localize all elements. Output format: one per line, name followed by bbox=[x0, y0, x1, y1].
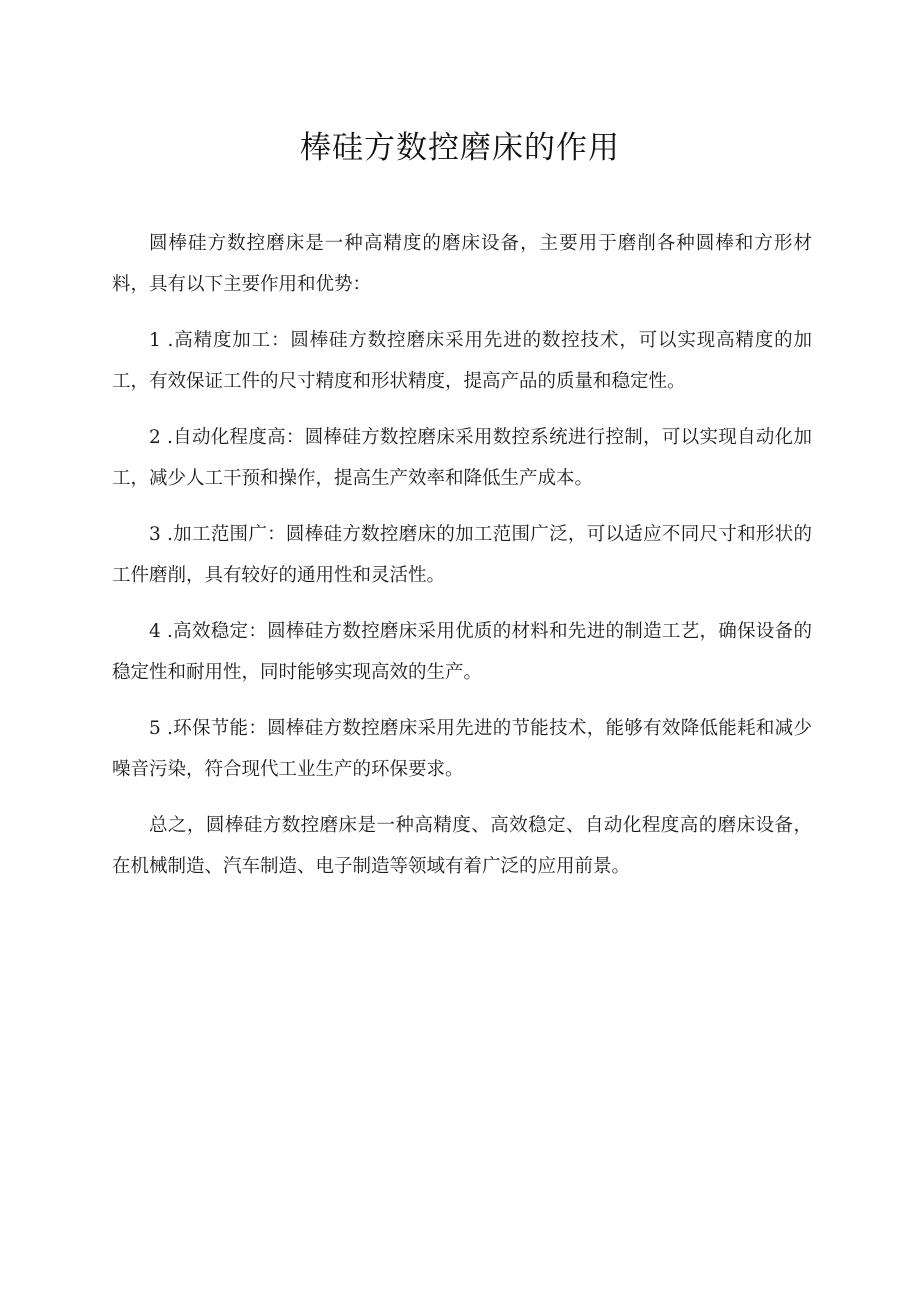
item-number: 2 . bbox=[149, 427, 173, 448]
item-number: 1 . bbox=[149, 330, 174, 351]
item-text: 自动化程度高：圆棒硅方数控磨床采用数控系统进行控制，可以实现自动化加工，减少人工干预和操作，提高生产效率和降低生产成本。 bbox=[112, 427, 812, 489]
intro-paragraph: 圆棒硅方数控磨床是一种高精度的磨床设备，主要用于磨削各种圆棒和方形材料，具有以下主要作用和优势： bbox=[112, 233, 812, 295]
item-text: 高精度加工：圆棒硅方数控磨床采用先进的数控技术，可以实现高精度的加工，有效保证工件的尺寸精度和形状精度，提高产品的质量和稳定性。 bbox=[112, 330, 812, 392]
document-title: 棒硅方数控磨床的作用 bbox=[300, 130, 620, 166]
item-number: 4 . bbox=[149, 621, 173, 642]
list-item bbox=[112, 709, 812, 790]
list-item bbox=[112, 321, 812, 402]
item-text: 加工范围广：圆棒硅方数控磨床的加工范围广泛，可以适应不同尺寸和形状的工件磨削，具有较好的通用性和灵活性。 bbox=[112, 524, 812, 586]
item-text: 高效稳定：圆棒硅方数控磨床采用优质的材料和先进的制造工艺，确保设备的稳定性和耐用性，同时能够实现高效的生产。 bbox=[112, 621, 812, 683]
list-item bbox=[112, 418, 812, 499]
item-number: 3 . bbox=[149, 524, 173, 545]
document-body bbox=[112, 224, 812, 903]
item-text: 环保节能：圆棒硅方数控磨床采用先进的节能技术，能够有效降低能耗和减少噪音污染，符合现代工业生产的环保要求。 bbox=[112, 718, 812, 780]
list-item bbox=[112, 612, 812, 693]
list-item bbox=[112, 515, 812, 596]
item-number: 5 . bbox=[149, 718, 173, 739]
conclusion-paragraph: 总之，圆棒硅方数控磨床是一种高精度、高效稳定、自动化程度高的磨床设备，在机械制造、汽车制造、电子制造等领域有着广泛的应用前景。 bbox=[112, 815, 812, 877]
